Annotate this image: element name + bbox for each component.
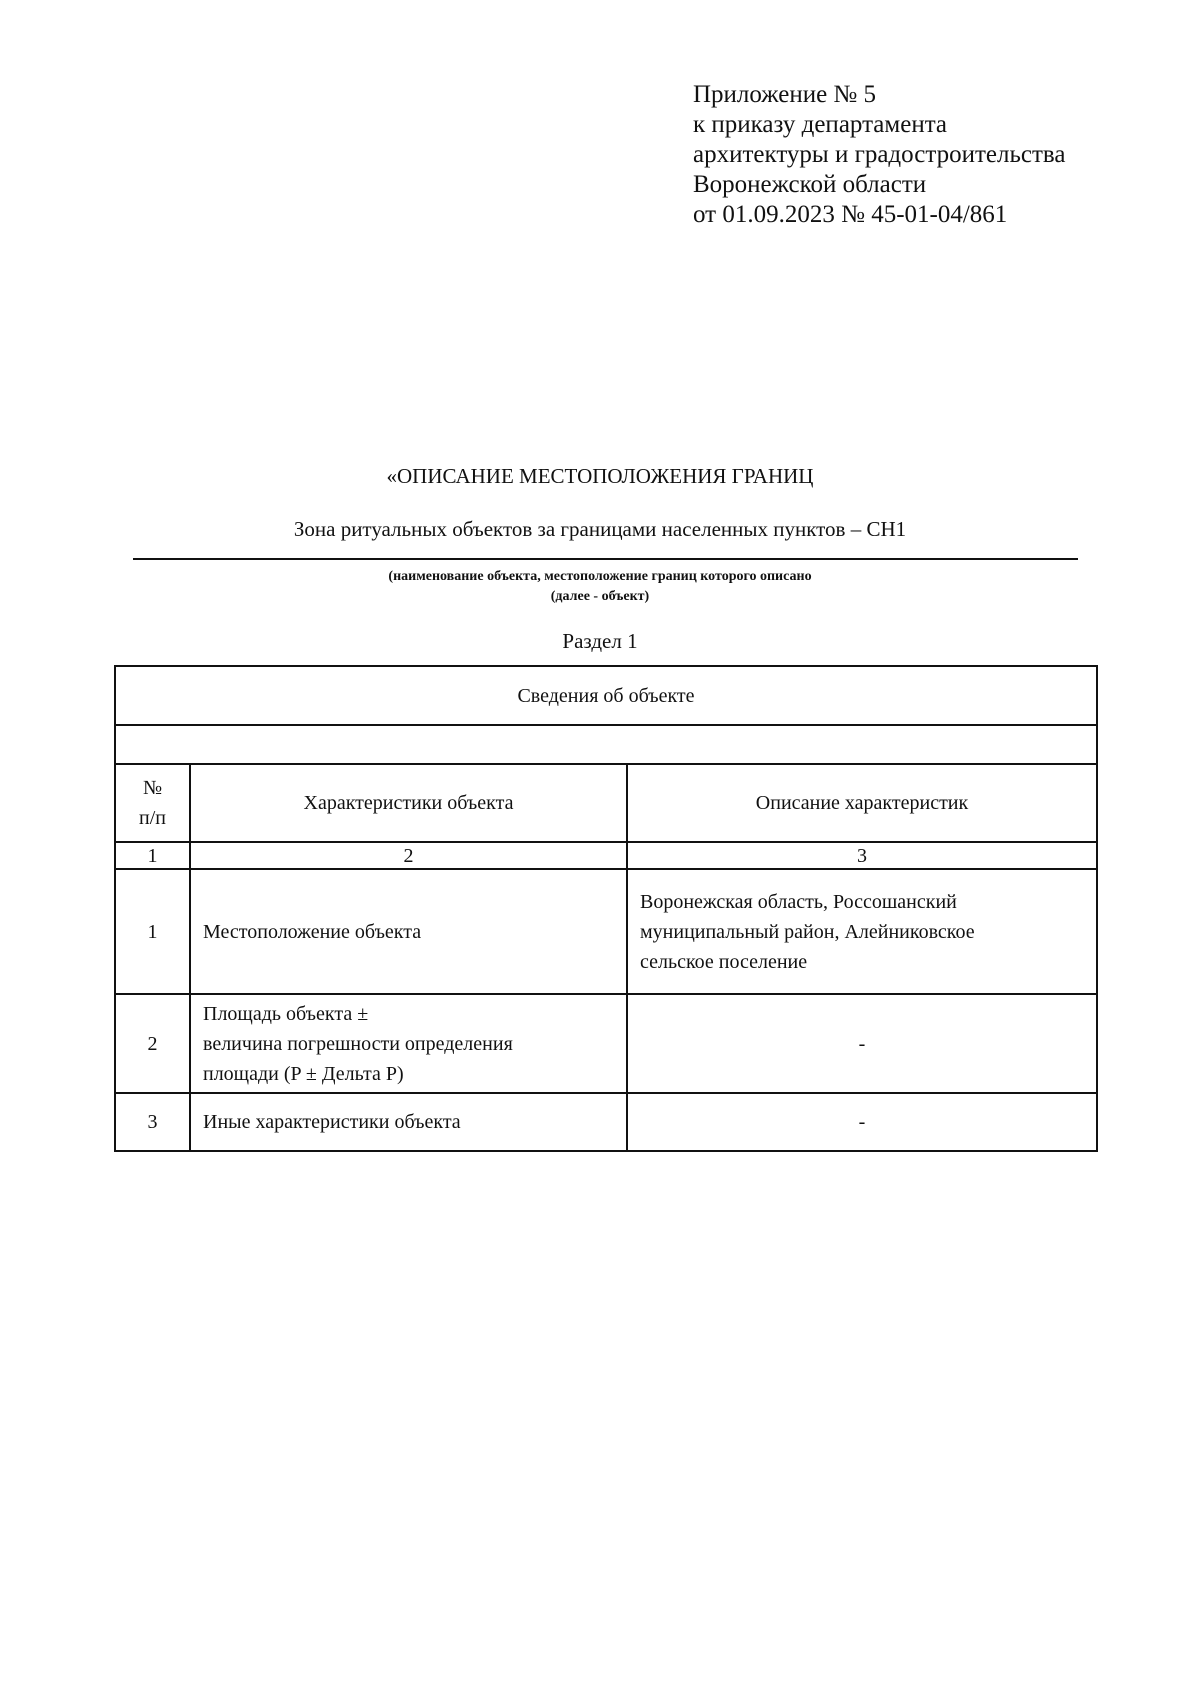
document-title: «ОПИСАНИЕ МЕСТОПОЛОЖЕНИЯ ГРАНИЦ xyxy=(386,464,814,488)
section-label: Раздел 1 xyxy=(562,629,638,653)
table-empty-row xyxy=(115,725,1097,764)
row-characteristic-line: Площадь объекта ± xyxy=(203,1002,369,1025)
row-characteristic-line: величина погрешности определения xyxy=(203,1032,513,1055)
table-row xyxy=(115,1093,1097,1151)
table-row xyxy=(115,869,1097,994)
row-characteristic xyxy=(190,1093,627,1151)
table-column-numbers xyxy=(115,842,1097,869)
appendix-line: архитектуры и градостроительства xyxy=(693,141,1066,168)
table-header: Сведения об объекте xyxy=(115,666,1097,725)
column-number: 1 xyxy=(115,842,190,869)
object-info-table xyxy=(114,665,1098,1152)
row-characteristic xyxy=(190,994,627,1093)
object-name: Зона ритуальных объектов за границами населенных пунктов – СН1 xyxy=(293,517,907,541)
row-number: 2 xyxy=(115,994,190,1093)
row-characteristic-line: площади (P ± Дельта P) xyxy=(203,1062,404,1085)
column-header-number-line: п/п xyxy=(139,807,166,829)
appendix-line: к приказу департамента xyxy=(693,111,948,138)
table-row xyxy=(115,994,1097,1093)
column-number: 3 xyxy=(627,842,1097,869)
appendix-block xyxy=(693,80,1173,230)
appendix-line: Воронежской области xyxy=(693,171,927,198)
row-description-line: муниципальный район, Алейниковское xyxy=(640,920,975,943)
table-empty-cell xyxy=(115,725,1097,764)
caption-line: (далее - объект) xyxy=(550,589,650,604)
table-header-row xyxy=(115,666,1097,725)
column-header-description: Описание характеристик xyxy=(627,764,1097,842)
row-description xyxy=(627,869,1097,994)
column-header-number xyxy=(115,764,190,842)
row-number: 1 xyxy=(115,869,190,994)
column-number: 2 xyxy=(190,842,627,869)
row-description xyxy=(627,1093,1097,1151)
row-number: 3 xyxy=(115,1093,190,1151)
row-description-line: - xyxy=(858,1111,866,1133)
table-column-headers xyxy=(115,764,1097,842)
row-characteristic xyxy=(190,869,627,994)
appendix-line: от 01.09.2023 № 45-01-04/861 xyxy=(693,201,1008,228)
row-characteristic-line: Местоположение объекта xyxy=(203,920,422,943)
object-name-underline xyxy=(133,558,1078,560)
column-header-characteristics: Характеристики объекта xyxy=(190,764,627,842)
caption-line: (наименование объекта, местоположение границ которого описано xyxy=(388,569,812,584)
row-description-line: Воронежская область, Россошанский xyxy=(640,890,957,913)
column-header-number-line: № xyxy=(142,777,163,799)
row-description xyxy=(627,994,1097,1093)
row-description-line: - xyxy=(858,1032,866,1055)
row-characteristic-line: Иные характеристики объекта xyxy=(203,1111,461,1133)
appendix-line: Приложение № 5 xyxy=(693,81,877,108)
row-description-line: сельское поселение xyxy=(640,950,808,973)
object-name-caption xyxy=(0,567,1200,607)
